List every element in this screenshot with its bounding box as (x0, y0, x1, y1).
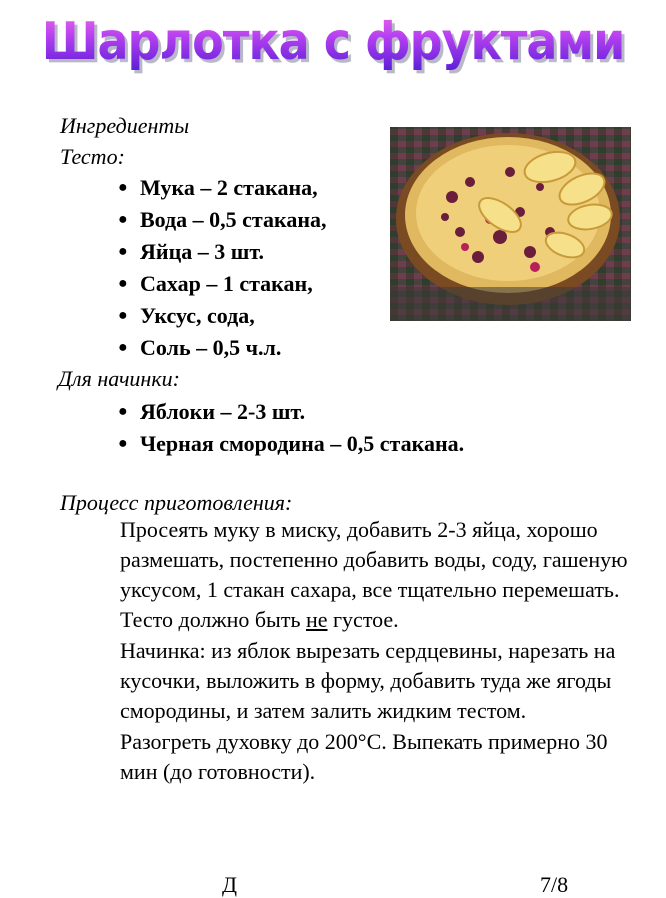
ingredient-text: Мука – 2 стакана, (140, 175, 318, 200)
dough-heading: Тесто: (60, 144, 125, 169)
process-step-dough: Просеять муку в миску, добавить 2-3 яйца, хорошо размешать, постепенно добавить воды, соду, гашеную уксусом, 1 стакан сахара, все тщательно перемешать. Тесто должно быть не густое. (120, 517, 628, 632)
ingredient-text: Сахар – 1 стакан, (140, 271, 313, 296)
page-title: Шарлотка с фруктами (0, 11, 666, 71)
bullet-icon: ● (118, 435, 128, 452)
process-step-baking: Разогреть духовку до 200°С. Выпекать примерно 30 мин (до готовности). (120, 729, 608, 784)
ingredient-text: Яйца – 3 шт. (140, 239, 264, 264)
footer-fragment-left: Д (222, 872, 238, 897)
list-item (118, 428, 464, 460)
charlotte-photo (390, 127, 631, 321)
list-item (118, 332, 327, 364)
process-heading: Процесс приготовления: (60, 490, 293, 515)
list-item (118, 236, 327, 268)
list-item (118, 204, 327, 236)
bullet-icon: ● (118, 211, 128, 228)
dough-ingredient-list (118, 172, 327, 364)
ingredients-heading: Ингредиенты (60, 113, 190, 138)
ingredient-text: Яблоки – 2-3 шт. (140, 399, 306, 424)
ingredient-text: Соль – 0,5 ч.л. (140, 335, 282, 360)
bullet-icon: ● (118, 243, 128, 260)
ingredient-text: Уксус, сода, (140, 303, 255, 328)
filling-ingredient-list (118, 396, 464, 460)
ingredient-text: Вода – 0,5 стакана, (140, 207, 327, 232)
process-step-filling: Начинка: из яблок вырезать сердцевины, нарезать на кусочки, выложить в форму, добавить туда же ягоды смородины, и затем залить жидким тестом. (120, 638, 616, 723)
filling-heading: Для начинки: (58, 366, 180, 391)
emphasis-underlined: не (305, 607, 328, 632)
bullet-icon: ● (118, 275, 128, 292)
bullet-icon: ● (118, 179, 128, 196)
list-item (118, 396, 464, 428)
pie-illustration (390, 127, 631, 321)
ingredient-text: Черная смородина – 0,5 стакана. (140, 431, 465, 456)
list-item (118, 268, 327, 300)
bullet-icon: ● (118, 339, 128, 356)
process-steps (120, 515, 640, 787)
bullet-icon: ● (118, 403, 128, 420)
list-item (118, 172, 327, 204)
footer-fragment-right: 7/8 (540, 872, 569, 897)
list-item (118, 300, 327, 332)
bullet-icon: ● (118, 307, 128, 324)
